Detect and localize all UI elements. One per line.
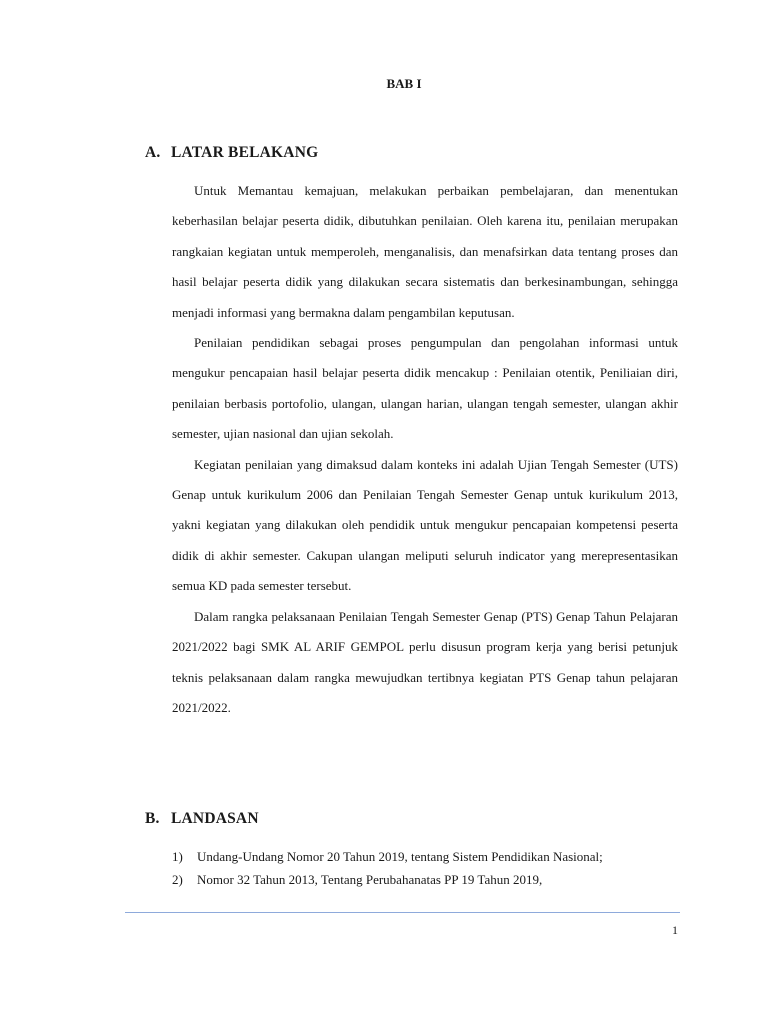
footer-divider: [125, 912, 680, 913]
list-item-index: 1): [172, 849, 183, 864]
paragraph: Kegiatan penilaian yang dimaksud dalam konteks ini adalah Ujian Tengah Semester (UTS) Genap untuk kurikulum 2006 dan Penilaian Tengah Semester Genap untuk kurikulum 2013, yakni kegiatan yang dilakukan oleh pendidik untuk mengukur pencapaian kompetensi peserta didik di akhir semester. Cakupan ulangan meliputi seluruh indicator yang merepresentasikan semua KD pada semester tersebut.: [172, 456, 678, 594]
page-number: 1: [672, 923, 678, 937]
list-item-text: Undang-Undang Nomor 20 Tahun 2019, tentang Sistem Pendidikan Nasional;: [197, 849, 603, 864]
section-heading-landasan: [145, 810, 259, 828]
list-item: [172, 846, 678, 869]
list-item-text: Nomor 32 Tahun 2013, Tentang Perubahanatas PP 19 Tahun 2019,: [197, 871, 543, 887]
section-number: B.: [145, 810, 160, 827]
latar-belakang-body: [172, 176, 678, 723]
paragraph: Penilaian pendidikan sebagai proses pengumpulan dan pengolahan informasi untuk mengukur pencapaian hasil belajar peserta didik mencakup : Penilaian otentik, Peniliaian diri, penilaian berbasis portofolio, ulangan, ulangan harian, ulangan tengah semester, ulangan akhir semester, ujian nasional dan ujian sekolah.: [172, 335, 678, 442]
paragraph: Untuk Memantau kemajuan, melakukan perbaikan pembelajaran, dan menentukan keberhasilan belajar peserta didik, dibutuhkan penilaian. Oleh karena itu, penilaian merupakan rangkaian kegiatan untuk memperoleh, menganalisis, dan menafsirkan data tentang proses dan hasil belajar peserta didik yang dilakukan secara sistematis dan berkesinambungan, sehingga menjadi informasi yang bermakna dalam pengambilan keputusan.: [172, 183, 678, 320]
section-number: A.: [145, 144, 161, 161]
landasan-list: [172, 846, 678, 891]
section-heading-latar-belakang: [145, 144, 318, 162]
paragraph: Dalam rangka pelaksanaan Penilaian Tengah Semester Genap (PTS) Genap Tahun Pelajaran 2021/2022 bagi SMK AL ARIF GEMPOL perlu disusun program kerja yang berisi petunjuk teknis pelaksanaan dalam rangka mewujudkan tertibnya kegiatan PTS Genap tahun pelajaran 2021/2022.: [172, 608, 678, 715]
list-item: [172, 869, 678, 892]
section-title: LANDASAN: [171, 810, 259, 827]
section-title: LATAR BELAKANG: [171, 144, 319, 161]
chapter-title: BAB I: [386, 76, 422, 91]
list-item-index: 2): [172, 871, 183, 887]
